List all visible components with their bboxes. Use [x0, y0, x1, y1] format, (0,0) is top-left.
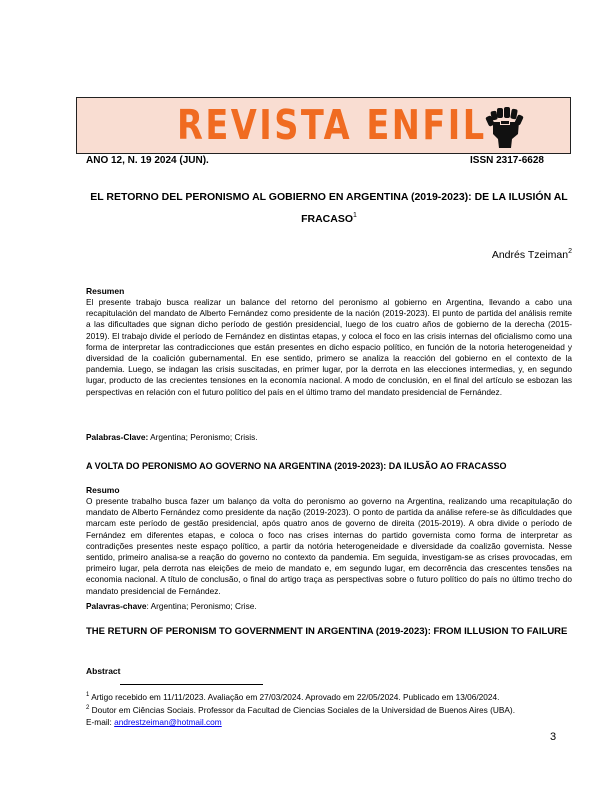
email-link[interactable]: andrestzeiman@hotmail.com [114, 717, 222, 727]
issn: ISSN 2317-6628 [470, 155, 544, 166]
article-title-es: EL RETORNO DEL PERONISMO AL GOBIERNO EN ARGENTINA (2019-2023): DE LA ILUSIÓN AL FRACASO$^1$ [90, 191, 568, 225]
footnote-ref-1: 1 [353, 212, 357, 219]
resumen-text: El presente trabajo busca realizar un balance del retorno del peronismo al gobierno en Argentina, llevando a cabo una recapitulación del mandato de Alberto Fernández como presidente de la nación (2019-2023). El punto de partida del análisis remite a las dificultades que signan dicho período de gestión presidencial, luego de los cuatro años de gobierno de la derecha (2015-2019). El trabajo divide el período de Fernández en distintas etapas, y coloca el foco en las crisis internas del oficialismo como una forma de interpretar las contradicciones que están presentes en dicho espacio político, en función de la notoria heterogeneidad y diversidad de la coalición gubernamental. En ese sentido, primero se analiza la reacción del gobierno en el contexto de la pandemia. Luego, se indagan las crisis suscitadas, en primer lugar, por la derrota en las elecciones intermedias, y, en segundo lugar, producto de las crecientes tensiones en la economía nacional. A modo de conclusión, en el final del artículo se esbozan las perspectivas en relación con el futuro político del país en el último tramo del mandato presidencial de Fernández. [86, 297, 572, 397]
journal-banner [76, 97, 571, 154]
footnote-email: E-mail: andrestzeiman@hotmail.com [86, 717, 222, 727]
resumen-label: Resumen [86, 286, 125, 296]
raised-fists-icon [485, 106, 525, 148]
article-title-en: THE RETURN OF PERONISM TO GOVERNMENT IN ARGENTINA (2019-2023): FROM ILLUSION TO FAILURE [86, 626, 568, 637]
resumo-keywords: Palavras-chave: Argentina; Peronismo; Crise. [86, 601, 257, 611]
resumo-label: Resumo [86, 485, 120, 495]
article-title-pt: A VOLTA DO PERONISMO AO GOVERNO NA ARGENTINA (2019-2023): DA ILUSÃO AO FRACASSO [86, 461, 507, 471]
journal-title: REVISTA ENFIL [177, 101, 487, 149]
page-number: 3 [550, 731, 557, 743]
issue-info: ANO 12, N. 19 2024 (JUN). [86, 155, 209, 166]
footnote-ref-2: 2 [568, 248, 572, 255]
author-name: Andrés Tzeiman$^2$ [491, 248, 572, 261]
abstract-label: Abstract [86, 666, 121, 676]
resumen-keywords: Palabras-Clave: Argentina; Peronismo; Crisis. [86, 432, 258, 442]
footnote-divider [120, 684, 263, 685]
footnote-1: $^1$ Artigo recebido em 11/11/2023. Avaliação em 27/03/2024. Aprovado em 22/05/2024. Publicado em 13/06/2024. [86, 692, 500, 702]
resumo-text: O presente trabalho busca fazer um balanço da volta do peronismo ao governo na Argentina, realizando uma recapitulação do mandato de Alberto Fernández como presidente da nação (2019-2023). O ponto de partida da análise refere-se às dificuldades que marcam este período de gestão presidencial, após quatro anos de governo de direita (2015-2019). A obra divide o período de Fernández em diferentes etapas, e coloca o foco nas crises internas do partido governista como forma de interpretar as contradições presentes neste espaço político, a partir da notória heterogeneidade e diversidade da coalizão governista. Nesse sentido, primeiro analisa-se a reação do governo no contexto da pandemia. Em seguida, investigam-se as crises provocadas, em primeiro lugar, pela derrota nas eleições de meio de mandato e, em segundo lugar, em decorrência das crescentes tensões na economia nacional. A título de conclusão, o final do artigo traça as perspectivas sobre o futuro político do país no último trecho do mandato presidencial de Fernández. [86, 496, 572, 596]
footnote-2: $^2$ Doutor em Ciências Sociais. Professor da Facultad de Ciencias Sociales de la Universidad de Buenos Aires (UBA). [86, 705, 515, 715]
